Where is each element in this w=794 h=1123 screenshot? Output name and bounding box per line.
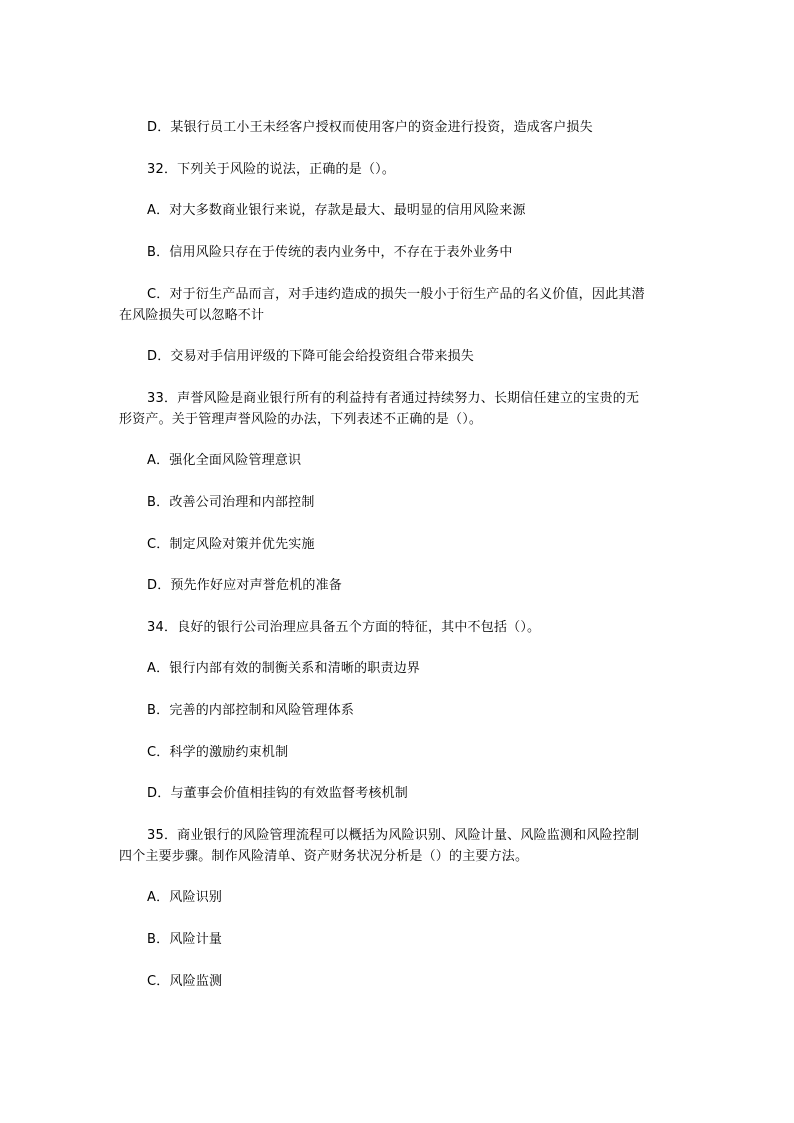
option-35-a: A．风险识别 [147,890,223,905]
option-32-c-line-1: C．对于衍生产品而言，对手违约造成的损失一般小于衍生产品的名义价值，因此其潜 [147,287,645,302]
option-34-b: B．完善的内部控制和风险管理体系 [147,703,355,718]
option-34-d: D．与董事会价值相挂钩的有效监督考核机制 [147,786,409,801]
question-33-line-1: 33．声誉风险是商业银行所有的利益持有者通过持续努力、长期信任建立的宝贵的无 [147,391,640,406]
question-34: 34．良好的银行公司治理应具备五个方面的特征，其中不包括（）。 [147,620,541,635]
question-33-line-2: 形资产。关于管理声誉风险的办法，下列表述不正确的是（）。 [119,412,483,427]
question-35-line-1: 35．商业银行的风险管理流程可以概括为风险识别、风险计量、风险监测和风险控制 [147,828,640,843]
question-35-line-2: 四个主要步骤。制作风险清单、资产财务状况分析是（）的主要方法。 [119,849,529,864]
option-33-d: D．预先作好应对声誉危机的准备 [147,578,343,593]
option-32-d: D．交易对手信用评级的下降可能会给投资组合带来损失 [147,349,475,364]
option-33-c: C．制定风险对策并优先实施 [147,537,315,552]
option-35-b: B．风险计量 [147,932,223,947]
option-31-d: D．某银行员工小王未经客户授权而使用客户的资金进行投资，造成客户损失 [147,120,593,135]
option-32-c-line-2: 在风险损失可以忽略不计 [119,308,265,323]
option-33-a: A．强化全面风险管理意识 [147,453,302,468]
option-34-c: C．科学的激励约束机制 [147,745,289,760]
option-33-b: B．改善公司治理和内部控制 [147,495,315,510]
question-32: 32．下列关于风险的说法，正确的是（）。 [147,162,396,177]
option-34-a: A．银行内部有效的制衡关系和清晰的职责边界 [147,661,421,676]
option-35-c: C．风险监测 [147,974,223,989]
option-32-a: A．对大多数商业银行来说，存款是最大、最明显的信用风险来源 [147,203,526,218]
option-32-b: B．信用风险只存在于传统的表内业务中，不存在于表外业务中 [147,245,513,260]
